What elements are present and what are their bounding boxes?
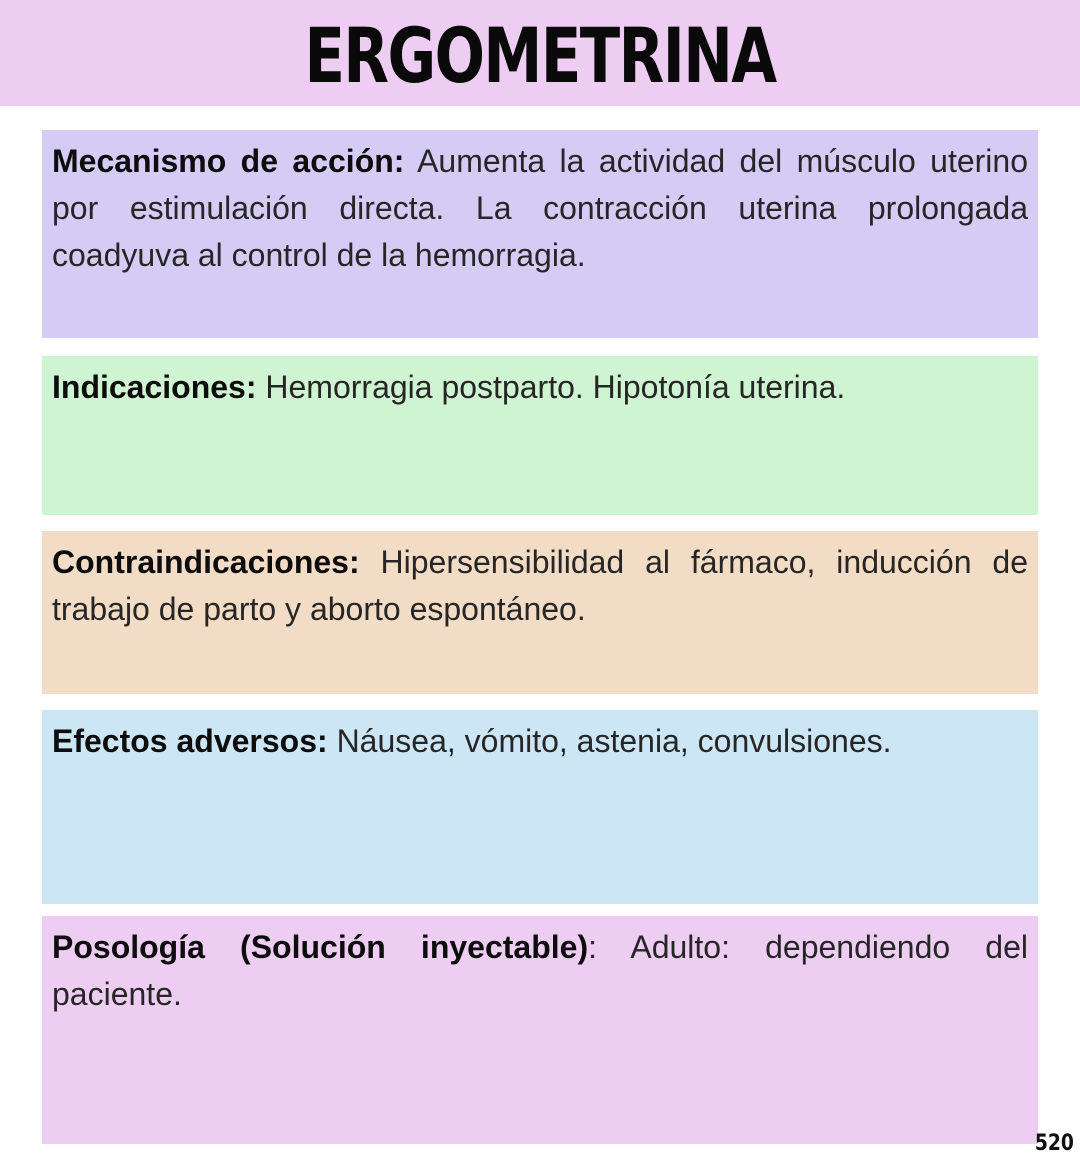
posologia-text: : Adulto: dependiendo del paciente.: [52, 929, 1028, 1012]
mecanismo-label: Mecanismo de acción:: [52, 143, 405, 179]
page-title: ERGOMETRINA: [304, 11, 776, 100]
posologia-paragraph: [52, 924, 1028, 1018]
contraindicaciones-text: Hipersensibilidad al fármaco, inducción de trabajo de parto y aborto espontáneo.: [52, 544, 1029, 627]
section-efectos-adversos: [42, 710, 1038, 904]
section-mecanismo: [42, 130, 1038, 338]
posologia-label: Posología (Solución inyectable): [52, 929, 589, 965]
indicaciones-label: Indicaciones:: [52, 369, 257, 405]
efectos-label: Efectos adversos:: [52, 723, 328, 759]
contraindicaciones-paragraph: [52, 539, 1028, 633]
section-posologia: [42, 916, 1038, 1144]
indicaciones-text: Hemorragia postparto. Hipotonía uterina.: [265, 369, 846, 405]
mecanismo-text: Aumenta la actividad del músculo uterino por estimulación directa. La contracción uterina prolongada coadyuva al control de la hemorragia.: [52, 143, 1028, 273]
page-number: 520: [1034, 1131, 1074, 1156]
title-bar: [0, 0, 1080, 106]
contraindicaciones-label: Contraindicaciones:: [52, 544, 360, 580]
section-contraindicaciones: [42, 531, 1038, 694]
efectos-text: Náusea, vómito, astenia, convulsiones.: [336, 723, 892, 759]
section-indicaciones: [42, 356, 1038, 515]
mecanismo-paragraph: [52, 138, 1028, 279]
efectos-paragraph: [52, 718, 1028, 765]
indicaciones-paragraph: [52, 364, 1028, 411]
